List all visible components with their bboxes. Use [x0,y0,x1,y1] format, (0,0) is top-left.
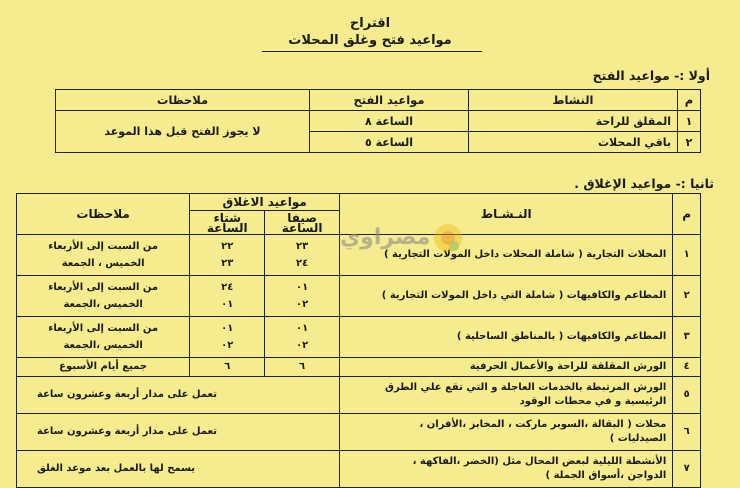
opening-hours-table [55,89,701,153]
summer-value: ٠١ [295,323,309,334]
winter-value: ٢٢ [221,241,234,252]
row-num: ١ [678,111,701,132]
header-num: م [678,90,701,111]
activity-line: الدواجن ،أسواق الجملة ) [545,470,667,481]
row-activity [340,451,673,488]
notes-line: من السبت إلى الأربعاء [48,323,159,334]
winter-label: شتاء [213,210,241,225]
row-winter: ٦ [190,358,265,377]
winter-value: ٠٢ [221,340,234,351]
notes-line: من السبت إلى الأربعاء [48,241,159,252]
summer-value: ٢٣ [295,241,309,252]
header-winter [190,211,265,235]
activity-line: الأنشطة الليلية لبعض المحال مثل (الخضر ،الفاكهة ، [412,456,667,467]
row-summer [265,317,340,358]
row-num: ٧ [673,451,701,488]
row-open: الساعة ٥ [310,132,469,153]
row-activity: المطاعم والكافيهات ( شاملة التي داخل المولات التجارية ) [340,276,673,317]
winter-unit: الساعة [206,220,248,235]
summer-unit: الساعة [281,220,323,235]
notes-line: من السبت إلى الأربعاء [48,282,159,293]
row-notes: لا يجوز الفتح قبل هذا الموعد [56,111,310,153]
document-title-line1: اقتراح [349,16,391,31]
row-merged-note: يسمح لها بالعمل بعد موعد الغلق [17,451,340,488]
summer-value: ٢٤ [295,258,309,269]
table-row [56,111,701,132]
table-row [17,377,701,414]
row-num: ٦ [673,414,701,451]
row-activity: المحلات التجارية ( شاملة المحلات داخل المولات التجارية ) [340,235,673,276]
row-activity: باقي المحلات [469,132,678,153]
document-title-line2: مواعيد فتح وغلق المحلات [288,33,452,48]
title-underline [262,51,482,52]
notes-line: الخميس ،الجمعة [63,340,143,351]
row-num: ٣ [673,317,701,358]
table-header-row [56,90,701,111]
summer-value: ٠١ [295,282,309,293]
summer-value: ٠٢ [295,299,309,310]
header-notes: ملاحظات [56,90,310,111]
table-row [17,276,701,317]
header-open: مواعيد الفتح [310,90,469,111]
row-activity: المقلق للراحة [469,111,678,132]
header-close: مواعيد الاغلاق [190,194,340,211]
section-opening-title: أولا :- مواعيد الفتح [592,68,710,83]
activity-line: الرئيسية و في محطات الوقود [519,396,667,407]
header-num: م [673,194,701,235]
activity-line: الصيدليات ) [609,433,667,444]
row-activity: المطاعم والكافيهات ( بالمناطق الساحلية ) [340,317,673,358]
row-num: ٢ [673,276,701,317]
row-winter [190,317,265,358]
activity-line: محلات ( البقالة ،السوبر ماركت ، المخابز ،الأفران ، [419,419,667,430]
row-open: الساعة ٨ [310,111,469,132]
row-num: ٤ [673,358,701,377]
header-activity: النشاط [469,90,678,111]
row-notes [17,235,190,276]
winter-value: ٢٣ [221,258,234,269]
row-num: ١ [673,235,701,276]
row-num: ٢ [678,132,701,153]
winter-value: ٠١ [221,323,234,334]
table-row [17,414,701,451]
table-row [17,317,701,358]
activity-line: الورش المرتبطة بالخدمات العاجلة و التي تقع علي الطرق [385,382,667,393]
row-activity: الورش المقلقة للراحة والأعمال الحرفية [340,358,673,377]
row-summer [265,276,340,317]
row-merged-note: تعمل على مدار أربعة وعشرون ساعة [17,377,340,414]
winter-value: ٢٤ [221,282,234,293]
notes-line: الخميس ،الجمعة [63,299,143,310]
section-closing-title: ثانيا :- مواعيد الإغلاق . [574,176,714,191]
row-activity [340,414,673,451]
notes-line: الخميس ، الجمعة [61,258,145,269]
table-row [17,451,701,488]
row-winter [190,276,265,317]
row-notes: جميع أيام الأسبوع [17,358,190,377]
summer-label: صيفا [287,210,317,225]
row-merged-note: تعمل على مدار أربعة وعشرون ساعة [17,414,340,451]
row-notes [17,317,190,358]
header-activity: النـشـاط [340,194,673,235]
watermark-text: مصراوي [340,225,431,250]
row-activity [340,377,673,414]
table-row [17,358,701,377]
row-summer: ٦ [265,358,340,377]
summer-value: ٠٢ [295,340,309,351]
row-num: ٥ [673,377,701,414]
row-notes [17,276,190,317]
row-winter [190,235,265,276]
header-notes: ملاحظات [17,194,190,235]
winter-value: ٠١ [221,299,234,310]
